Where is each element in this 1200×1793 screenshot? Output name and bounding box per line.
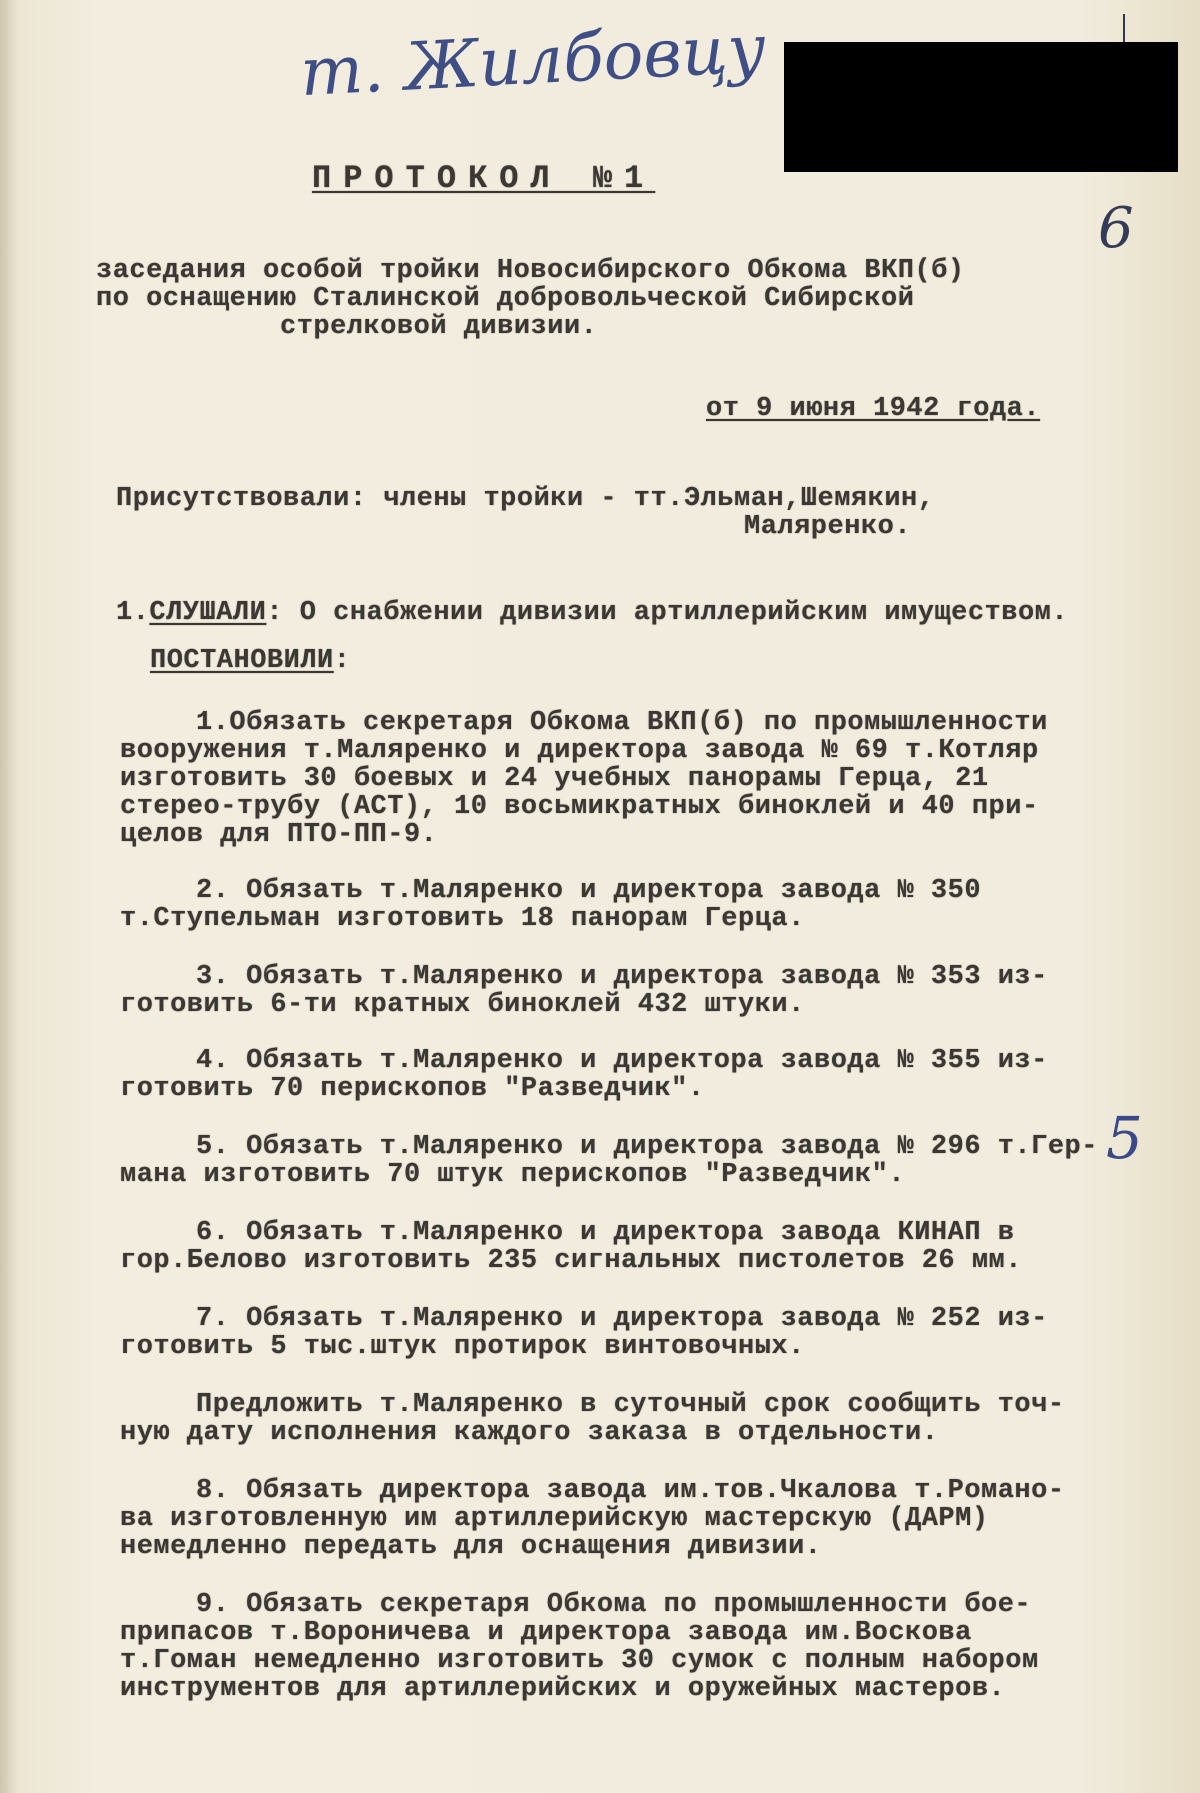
item-5-line-2: мана изготовить 70 штук перископов "Разведчик". [120, 1160, 906, 1190]
heard-text: : О снабжении дивизии артиллерийским имуществом. [266, 598, 1069, 628]
item-2-line-1: 2. Обязать т.Маляренко и директора завода № 350 [196, 876, 982, 906]
item-1-line-3: изготовить 30 боевых и 24 учебных панорамы Герца, 21 [120, 764, 989, 794]
subtitle-line-1: заседания особой тройки Новосибирского Обкома ВКП(б) [96, 256, 965, 286]
resolved-heading [150, 646, 350, 676]
proposal-line-2: ную дату исполнения каждого заказа в отдельности. [120, 1418, 939, 1448]
handwritten-margin-mark: 5 [1106, 1104, 1143, 1172]
item-1-line-4: стерео-трубу (АСТ), 10 восьмикратных биноклей и 40 при- [120, 792, 1039, 822]
attendance-line-1: Присутствовали: члены тройки - тт.Эльман,Шемякин, [116, 484, 935, 514]
proposal-line-1: Предложить т.Маляренко в суточный срок сообщить точ- [196, 1390, 1065, 1420]
item-1-line-2: вооружения т.Маляренко и директора завода № 69 т.Котляр [120, 736, 1039, 766]
handwritten-sheet-number: 6 [1098, 196, 1134, 261]
item-1-line-5: целов для ПТО-ПП-9. [120, 820, 438, 850]
item-8-line-3: немедленно передать для оснащения дивизии. [120, 1532, 822, 1562]
item-6-line-2: гор.Белово изготовить 235 сигнальных пистолетов 26 мм. [120, 1246, 1022, 1276]
item-7-line-2: готовить 5 тыс.штук протирок винтовочных. [120, 1332, 805, 1362]
agenda-number: 1. [116, 598, 150, 628]
item-9-line-3: т.Гоман немедленно изготовить 30 сумок с полным набором [120, 1646, 1039, 1676]
item-3-line-1: 3. Обязать т.Маляренко и директора завода № 353 из- [196, 962, 1048, 992]
resolved-label: ПОСТАНОВИЛИ [150, 646, 334, 676]
item-3-line-2: готовить 6-ти кратных биноклей 432 штуки. [120, 990, 805, 1020]
item-9-line-1: 9. Обязать секретаря Обкома по промышленности бое- [196, 1590, 1032, 1620]
protocol-date: от 9 июня 1942 года. [706, 394, 1041, 424]
attendance-line-2: Маляренко. [744, 512, 912, 542]
subtitle-line-2: по оснащению Сталинской добровольческой Сибирской [96, 284, 915, 314]
page-edge-shadow [0, 0, 18, 1793]
redaction-block [784, 42, 1178, 172]
item-8-line-2: ва изготовленную им артиллерийскую мастерскую (ДАРМ) [120, 1504, 989, 1534]
heard-label: СЛУШАЛИ [149, 598, 267, 628]
item-4-line-1: 4. Обязать т.Маляренко и директора завода № 355 из- [196, 1046, 1048, 1076]
subtitle-line-3: стрелковой дивизии. [280, 312, 598, 342]
margin-pen-mark [1123, 14, 1125, 42]
item-9-line-2: припасов т.Вороничева и директора завода им.Воскова [120, 1618, 972, 1648]
resolved-suffix: : [333, 646, 351, 676]
item-6-line-1: 6. Обязать т.Маляренко и директора завода КИНАП в [196, 1218, 1015, 1248]
item-2-line-2: т.Ступельман изготовить 18 панорам Герца. [120, 904, 805, 934]
item-7-line-1: 7. Обязать т.Маляренко и директора завода № 252 из- [196, 1304, 1048, 1334]
item-8-line-1: 8. Обязать директора завода им.тов.Чкалова т.Романо- [196, 1476, 1065, 1506]
item-9-line-4: инструментов для артиллерийских и оружейных мастеров. [120, 1674, 1006, 1704]
item-4-line-2: готовить 70 перископов "Разведчик". [120, 1074, 705, 1104]
item-5-line-1: 5. Обязать т.Маляренко и директора завода № 296 т.Гер- [196, 1132, 1098, 1162]
protocol-title: ПРОТОКОЛ №1 [312, 160, 656, 197]
handwritten-addressee: т. Жилбовцу [298, 9, 768, 112]
agenda-heard [116, 598, 1068, 628]
item-1-line-1: 1.Обязать секретаря Обкома ВКП(б) по промышленности [196, 708, 1048, 738]
